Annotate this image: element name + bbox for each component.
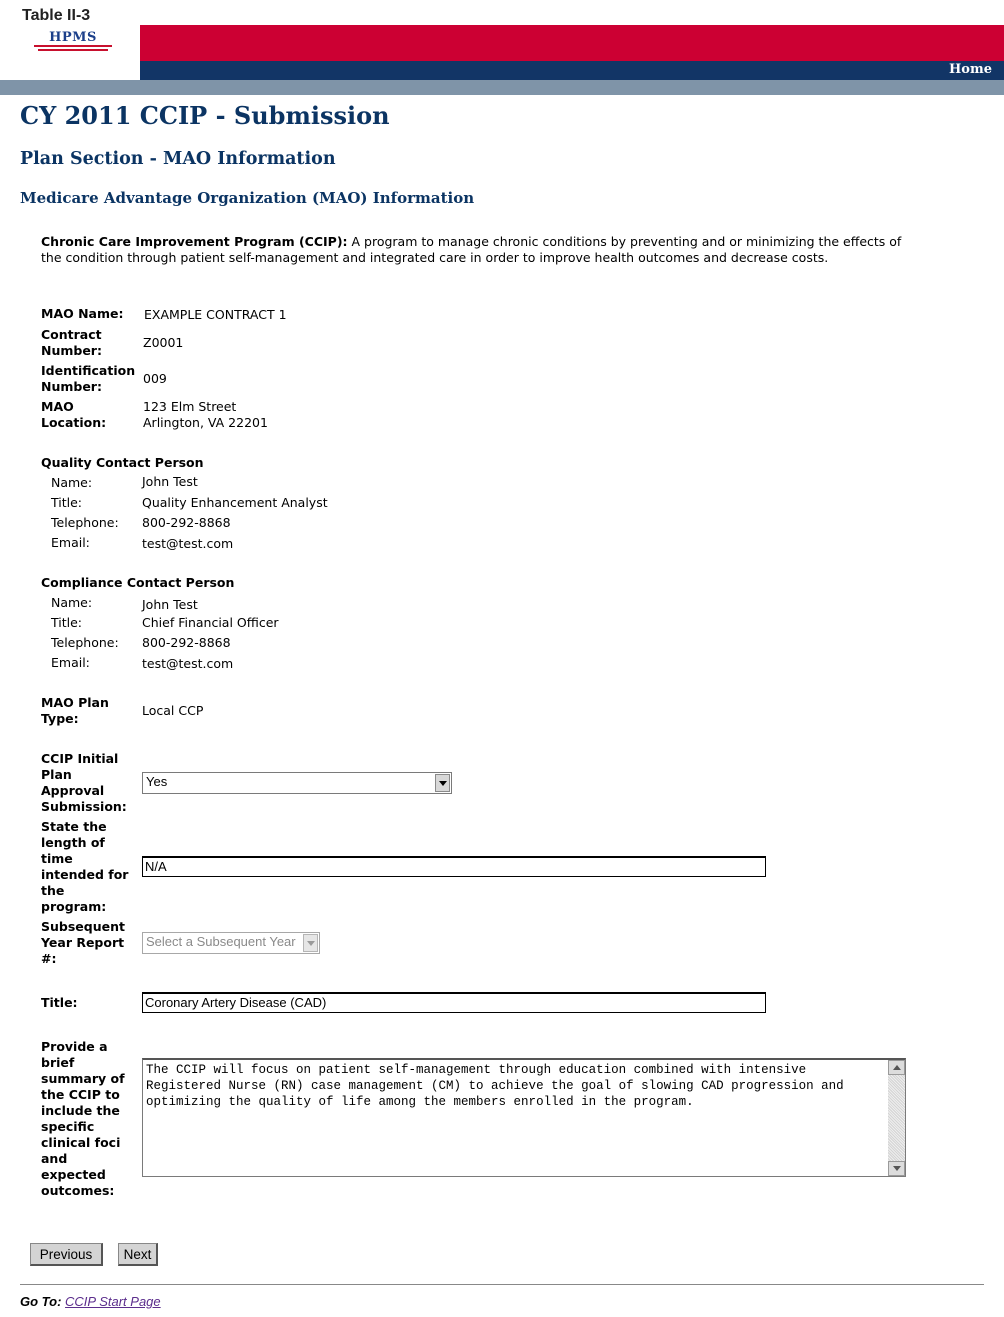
table-label: Table II-3 [22, 7, 91, 24]
quality-title-value: Quality Enhancement Analyst [142, 495, 328, 510]
header-navy-band [140, 61, 1004, 80]
header-gray-band [0, 80, 1004, 95]
quality-phone-value: 800-292-8868 [142, 515, 231, 530]
compliance-title-label: Title: [51, 615, 82, 630]
quality-name-value: John Test [142, 474, 198, 489]
goto-label: Go To: [20, 1294, 62, 1309]
compliance-name-value: John Test [142, 597, 198, 612]
mao-name-label: MAO Name: [41, 306, 124, 321]
footer-divider [20, 1284, 984, 1285]
mao-location-label: MAO Location: [41, 399, 107, 430]
initial-approval-label: CCIP Initial Plan Approval Submission: [41, 751, 127, 814]
subsequent-year-select[interactable] [142, 932, 320, 954]
home-link[interactable]: Home [949, 62, 992, 77]
ccip-definition [41, 234, 921, 266]
chevron-down-icon[interactable] [435, 774, 450, 792]
plan-type-value: Local CCP [142, 703, 204, 718]
header-red-band [140, 25, 1004, 61]
ccip-definition-text: A program to manage chronic conditions by preventing and or minimizing the effects of the condition through patient self-management and integrated care in order to improve health outcomes and decrease costs. [41, 234, 902, 265]
program-length-input[interactable]: N/A [142, 856, 766, 877]
identification-number-value: 009 [143, 371, 167, 386]
contract-number-label: Contract Number: [41, 327, 102, 358]
section-title: Plan Section - MAO Information [20, 149, 336, 169]
page-title: CY 2011 CCIP - Submission [20, 101, 390, 130]
quality-email-value: test@test.com [142, 536, 234, 551]
scroll-down-icon[interactable] [888, 1161, 905, 1176]
compliance-phone-value: 800-292-8868 [142, 635, 231, 650]
mao-name-value: EXAMPLE CONTRACT 1 [144, 307, 287, 322]
quality-email-label: Email: [51, 535, 90, 550]
compliance-name-label: Name: [51, 595, 93, 610]
compliance-email-label: Email: [51, 655, 90, 670]
next-button[interactable]: Next [118, 1243, 158, 1266]
summary-scrollbar[interactable] [888, 1060, 905, 1176]
ccip-term: Chronic Care Improvement Program (CCIP): [41, 234, 348, 249]
mao-location-value: 123 Elm Street Arlington, VA 22201 [143, 399, 268, 430]
ccip-start-page-link[interactable]: CCIP Start Page [65, 1294, 161, 1309]
previous-button[interactable]: Previous [30, 1243, 103, 1266]
quality-title-label: Title: [51, 495, 82, 510]
logo-text: HPMS [49, 30, 97, 45]
title-label: Title: [41, 995, 78, 1010]
summary-text: The CCIP will focus on patient self-management through education combined with intensive Registered Nurse (RN) case management (CM) to achieve the goal of slowing CAD progression and optimizing the quality of life among the members enrolled in the program. [146, 1063, 844, 1109]
sub-title: Medicare Advantage Organization (MAO) Information [20, 189, 475, 207]
compliance-email-value: test@test.com [142, 656, 234, 671]
scroll-up-icon[interactable] [888, 1060, 905, 1075]
compliance-phone-label: Telephone: [51, 635, 119, 650]
quality-contact-heading: Quality Contact Person [41, 455, 204, 470]
summary-label: Provide a brief summary of the CCIP to include the specific clinical foci and expected outcomes: [41, 1039, 125, 1198]
goto-bar [20, 1294, 161, 1309]
compliance-contact-heading: Compliance Contact Person [41, 575, 235, 590]
quality-name-label: Name: [51, 475, 93, 490]
initial-approval-select[interactable] [142, 772, 452, 794]
compliance-title-value: Chief Financial Officer [142, 615, 279, 630]
identification-number-label: Identification Number: [41, 363, 136, 394]
contract-number-value: Z0001 [143, 335, 184, 350]
initial-approval-selected: Yes [146, 774, 168, 789]
hpms-logo [32, 30, 114, 52]
title-input[interactable]: Coronary Artery Disease (CAD) [142, 992, 766, 1013]
subsequent-year-label: Subsequent Year Report #: [41, 919, 125, 966]
plan-type-label: MAO Plan Type: [41, 695, 109, 726]
chevron-down-icon[interactable] [303, 934, 318, 952]
summary-textarea[interactable] [142, 1058, 906, 1177]
subsequent-year-selected: Select a Subsequent Year [146, 934, 296, 949]
program-length-label: State the length of time intended for the program: [41, 819, 129, 914]
quality-phone-label: Telephone: [51, 515, 119, 530]
